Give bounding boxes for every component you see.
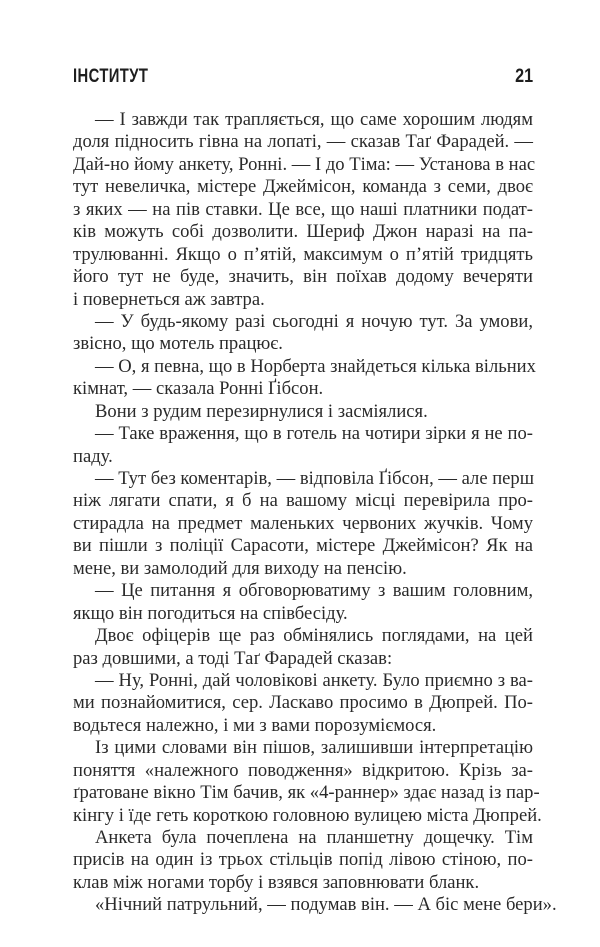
text-line: — Це питання я обговорюватиму з вашим головним, xyxy=(95,580,533,602)
text-line: ґратоване вікно Тім бачив, як «4-раннер» здає назад із пар- xyxy=(73,782,540,804)
text-line: мене, ви замолодий для виходу на пенсію. xyxy=(73,557,407,579)
text-line: водьтеся належно, і ми з вами порозуміємося. xyxy=(73,714,437,736)
text-line: Із цими словами він пішов, залишивши інтерпретацію xyxy=(95,737,533,759)
text-line: — Таке враження, що в готель на чотири зірки я не по- xyxy=(95,423,533,445)
text-line: раз довшими, а тоді Таґ Фарадей сказав: xyxy=(73,647,393,669)
text-line: Вони з рудим перезирнулися і засміялися. xyxy=(95,400,428,422)
text-line: тут невеличка, містере Джеймісон, команда з семи, двоє xyxy=(73,176,533,198)
page-number: 21 xyxy=(515,66,533,87)
paragraph xyxy=(73,109,536,311)
text-line: клав між ногами торбу і взявся заповнювати бланк. xyxy=(73,871,480,893)
paragraph xyxy=(73,827,533,894)
text-line: з яких — на пів ставки. Це все, що наші платники подат- xyxy=(73,198,533,220)
text-line: Дай-но йому анкету, Ронні. — І до Тіма: — Установа в нас xyxy=(73,153,536,175)
paragraph xyxy=(73,580,533,625)
text-line: звісно, що мотель працює. xyxy=(73,333,283,355)
text-line: і повернеться аж завтра. xyxy=(73,288,265,310)
paragraph xyxy=(73,625,533,670)
running-header xyxy=(73,66,533,90)
text-line: ми познайомитися, сер. Ласкаво просимо в Дюпрей. По- xyxy=(73,692,533,714)
text-line: стирадла на предмет маленьких червоних жучків. Чому xyxy=(73,512,533,534)
text-line: якщо він погодиться на співбесіду. xyxy=(73,602,348,624)
text-line: Двоє офіцерів ще раз обмінялись поглядами, на цей xyxy=(95,625,533,647)
paragraph xyxy=(73,355,536,401)
paragraph xyxy=(73,737,542,827)
paragraph xyxy=(73,894,557,916)
text-line: ви пішли з поліції Сарасоти, містере Джеймісон? Як на xyxy=(73,535,533,557)
text-line: — Тут без коментарів, — відповіла Ґібсон, — але перш xyxy=(95,468,535,489)
paragraph xyxy=(73,423,533,468)
text-line: — І завжди так трапляється, що саме хорошим людям xyxy=(95,109,533,130)
text-line: ніж лягати спати, я б на вашому місці перевірила про- xyxy=(73,490,533,512)
text-line: — О, я певна, що в Норберта знайдеться кілька вільних xyxy=(95,355,536,377)
text-line: паду. xyxy=(73,445,113,467)
text-line: ків можуть собі дозволити. Шериф Джон наразі на па- xyxy=(73,221,533,243)
paragraph xyxy=(73,670,533,737)
text-line: присів на один із трьох стільців попід лівою стіною, по- xyxy=(73,849,533,871)
text-line: кімнат, — сказала Ронні Ґібсон. xyxy=(73,378,324,400)
text-line: трулюванні. Якщо о п’ятій, максимум о п’ятій тридцять xyxy=(73,243,533,265)
paragraph xyxy=(73,468,533,580)
text-line: доля підносить гівна на лопаті, — сказав Таґ Фарадей. — xyxy=(73,131,533,153)
text-line: кінгу і їде геть короткою головною вулицею міста Дюпрей. xyxy=(73,804,542,826)
paragraph xyxy=(73,311,533,356)
paragraph xyxy=(73,401,533,423)
text-line: — Ну, Ронні, дай чоловікові анкету. Було приємно з ва- xyxy=(95,669,533,691)
text-line: — У будь-якому разі сьогодні я ночую тут. За умови, xyxy=(95,310,533,332)
text-line: «Нічний патрульний, — подумав він. — А біс мене бери». xyxy=(95,894,557,916)
text-line: Анкета була почеплена на планшетну дощечку. Тім xyxy=(95,827,533,848)
text-line: його тут не буде, значить, він поїхав додому вечеряти xyxy=(73,266,533,288)
page-body-text xyxy=(73,109,557,917)
book-title: ІНСТИТУТ xyxy=(73,66,149,87)
text-line: поняття «належного поводження» відкритою. Крізь за- xyxy=(73,759,533,781)
